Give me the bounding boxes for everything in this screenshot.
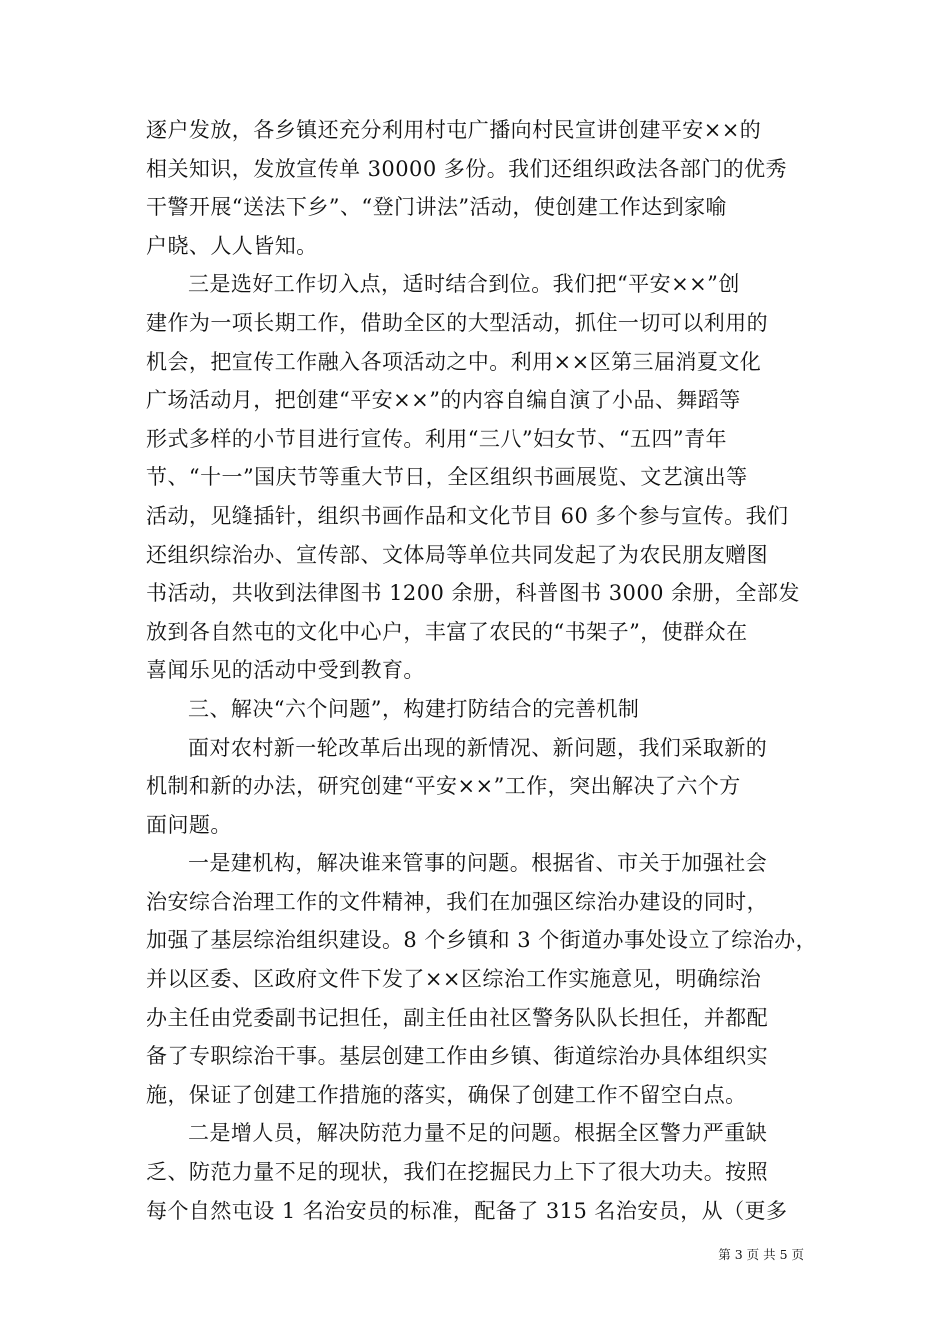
- text-line: 办主任由党委副书记担任，副主任由社区警务队队长担任，并都配: [146, 1005, 769, 1030]
- text-line: 加强了基层综治组织建设。8 个乡镇和 3 个街道办事处设立了综治办，: [146, 928, 818, 953]
- text-line: 相关知识，发放宣传单 30000 多份。我们还组织政法各部门的优秀: [146, 156, 788, 181]
- text-line: 机制和新的办法，研究创建“平安××”工作，突出解决了六个方: [146, 774, 741, 799]
- section-heading: 三、解决“六个问题”，构建打防结合的完善机制: [188, 696, 640, 721]
- text-line: 放到各自然屯的文化中心户，丰富了农民的“书架子”，使群众在: [146, 619, 748, 644]
- text-line: 乏、防范力量不足的现状，我们在挖掘民力上下了很大功夫。按照: [146, 1160, 769, 1185]
- text-line: 喜闻乐见的活动中受到教育。: [146, 658, 425, 683]
- text-line: 形式多样的小节目进行宣传。利用“三八”妇女节、“五四”青年: [146, 426, 727, 451]
- text-line: 活动，见缝插针，组织书画作品和文化节目 60 多个参与宣传。我们: [146, 503, 789, 528]
- text-line: 施，保证了创建工作措施的落实，确保了创建工作不留空白点。: [146, 1082, 747, 1107]
- document-body: [146, 111, 818, 1230]
- text-line: 干警开展“送法下乡”、“登门讲法”活动，使创建工作达到家喻: [146, 195, 727, 220]
- text-line: 并以区委、区政府文件下发了××区综治工作实施意见，明确综治: [146, 967, 762, 992]
- text-line: 逐户发放，各乡镇还充分利用村屯广播向村民宣讲创建平安××的: [146, 118, 762, 142]
- text-line: 备了专职综治干事。基层创建工作由乡镇、街道综治办具体组织实: [146, 1044, 769, 1069]
- paragraph-start-line: 一是建机构，解决谁来管事的问题。根据省、市关于加强社会: [188, 851, 768, 876]
- page-number: 第 3 页 共 5 页: [718, 1247, 804, 1262]
- paragraph-start-line: 三是选好工作切入点，适时结合到位。我们把“平安××”创: [188, 272, 740, 297]
- text-line: 还组织综治办、宣传部、文体局等单位共同发起了为农民朋友赠图: [146, 542, 769, 567]
- text-line: 机会，把宣传工作融入各项活动之中。利用××区第三届消夏文化: [146, 349, 762, 374]
- text-line: 节、“十一”国庆节等重大节日，全区组织书画展览、文艺演出等: [146, 465, 748, 490]
- text-line: 户晓、人人皆知。: [146, 233, 318, 258]
- text-line: 书活动，共收到法律图书 1200 余册，科普图书 3000 余册，全部发: [146, 581, 800, 606]
- text-line: 广场活动月，把创建“平安××”的内容自编自演了小品、舞蹈等: [146, 388, 741, 413]
- text-line: 建作为一项长期工作，借助全区的大型活动，抓住一切可以利用的: [146, 310, 769, 335]
- paragraph-start-line: 二是增人员，解决防范力量不足的问题。根据全区警力严重缺: [188, 1121, 768, 1146]
- paragraph-start-line: 面对农村新一轮改革后出现的新情况、新问题，我们采取新的: [188, 735, 768, 760]
- text-line: 治安综合治理工作的文件精神，我们在加强区综治办建设的同时，: [146, 889, 769, 914]
- text-line: 每个自然屯设 1 名治安员的标准，配备了 315 名治安员，从（更多: [146, 1198, 788, 1223]
- text-line: 面问题。: [146, 812, 232, 837]
